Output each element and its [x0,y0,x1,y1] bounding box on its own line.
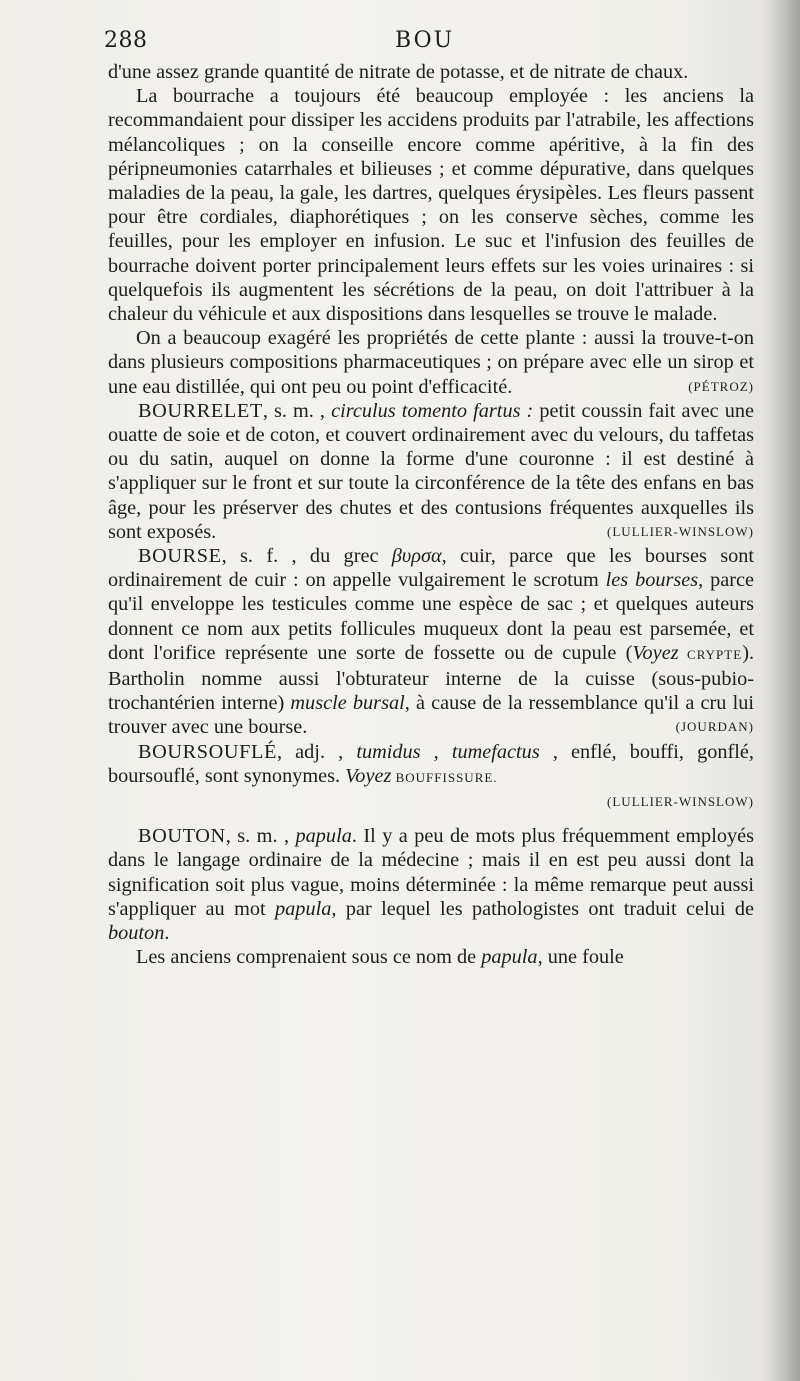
page-gutter-shadow [762,0,800,1381]
entry-greek: βυρσα [391,545,442,568]
entry-definition: petit coussin fait avec une ouatte de soie et de coton, et couvert ordinairement avec du velours, du taffetas ou du satin, auquel on donne la forme d'une couronne : il est destiné à s'appliquer sur le front et sur toute la circonférence de la tête des enfans en bas âge, pour les préserver des chutes et des contusions fréquentes auxquelles ils sont exposés. [108,399,755,543]
page-number: 288 [104,28,148,53]
entry-boursoufle [108,740,754,790]
author-signature: (LULLIER-WINSLOW) [607,794,754,810]
entry-separator: , [420,740,452,763]
entry-grammar: , s. m. , [225,825,296,848]
entry-definition: . Il y a peu de mots plus fréquemment employés dans le langage ordinaire de la médecine ; mais il en est peu aussi dont la signification soit plus vague, moins déterminée : la même remarque peut aussi s'appliquer au mot [108,825,755,920]
paragraph-text: , une foule [537,946,624,969]
entry-bouton [108,824,754,945]
entry-bourrelet [108,399,754,544]
entry-italic-term: papula [275,897,332,920]
entry-italic-term: muscle bursal [290,692,405,715]
paragraph-bourrache-uses: La bourrache a toujours été beaucoup employée : les anciens la recommandaient pour dissiper les accidens produits par l'atrabile, les affections mélancoliques ; on la conseille encore comme apéritive, à la fin des péripneumonies catarrhales et bilieuses ; et comme dépurative, dans quelques maladies de la peau, la gale, les dartres, quelques érysipèles. Les fleurs passent pour être cordiales, diaphorétiques ; on les conserve sèches, comme les feuilles, pour les employer en infusion. Le suc et l'infusion des feuilles de bourrache doivent porter principalement leurs effets sur les voies urinaires : si quelquefois ils augmentent les sécrétions de la peau, on doit l'attribuer à la chaleur du véhicule et aux dispositions dans lesquelles se trouve le malade. [108,85,754,326]
paragraph-bourrache-properties [108,326,754,399]
paragraph-continuation: d'une assez grande quantité de nitrate de potasse, et de nitrate de chaux. [108,61,689,83]
entry-italic-term: les bourses [605,569,699,592]
entry-definition: , cuir, parce que les bourses sont ordinairement de cuir : on appelle vulgairement le scrotum [108,545,754,592]
paragraph-text: On a beaucoup exagéré les propriétés de cette plante : aussi la trouve-t-on dans plusieurs compositions pharmaceutiques ; on prépare avec elle un sirop et une eau distillée, qui ont peu ou point d'efficacité. [108,327,754,398]
entry-definition: , enflé, bouffi, gonflé, boursouflé, sont synonymes. [108,740,754,787]
entry-grammar: , s. m. , [262,399,332,422]
entry-gap [108,814,754,824]
cross-reference-term: CRYPTE [678,646,743,662]
entry-definition: , parce qu'il enveloppe les testicules comme une espèce de sac ; et quelques auteurs donnent ce nom aux petits follicules muqueux dont la peau est parsemée, et dont l'orifice représente une sorte de fossette ou de cupule ( [108,569,755,664]
running-head: BOU [395,28,455,53]
entry-definition: , par lequel les pathologistes ont traduit celui de [331,897,754,920]
entry-definition: , à cause de la ressemblance qu'il a cru lui trouver avec une bourse. [108,692,754,739]
entry-headword: BOURSE [138,545,222,568]
entry-headword: BOURSOUFLÉ [138,740,277,763]
entry-latin: tumefactus [451,740,540,763]
paragraph-anciens [108,945,754,969]
entry-latin: tumidus [356,740,421,763]
cross-reference-voyez: Voyez [632,641,679,664]
paragraph-text: Les anciens comprenaient sous ce nom de [136,946,482,969]
page-header [104,28,754,56]
cross-reference-voyez: Voyez [345,764,392,787]
entry-definition: . [164,922,170,945]
entry-bourse [108,544,754,740]
author-signature: (PÉTROZ) [688,378,754,394]
entry-grammar: , adj. , [276,740,357,763]
entry-definition: ). Bartholin nomme aussi l'obturateur interne de la cuisse (sous-pubio-trochantérien interne) [108,641,755,715]
author-signature: (JOURDAN) [675,719,754,735]
entry-grammar: , s. f. , du grec [221,545,392,568]
entry-headword: BOURRELET [138,399,263,422]
cross-reference-term: BOUFFISSURE. [391,769,498,785]
entry-italic-term: bouton [108,922,165,945]
entry-italic-term: papula [481,946,538,969]
entry-latin: circulus tomento fartus : [331,399,534,422]
entry-latin: papula [295,825,352,848]
author-signature: (LULLIER-WINSLOW) [607,523,754,539]
entry-headword: BOUTON [138,825,226,848]
body-text [108,60,754,970]
